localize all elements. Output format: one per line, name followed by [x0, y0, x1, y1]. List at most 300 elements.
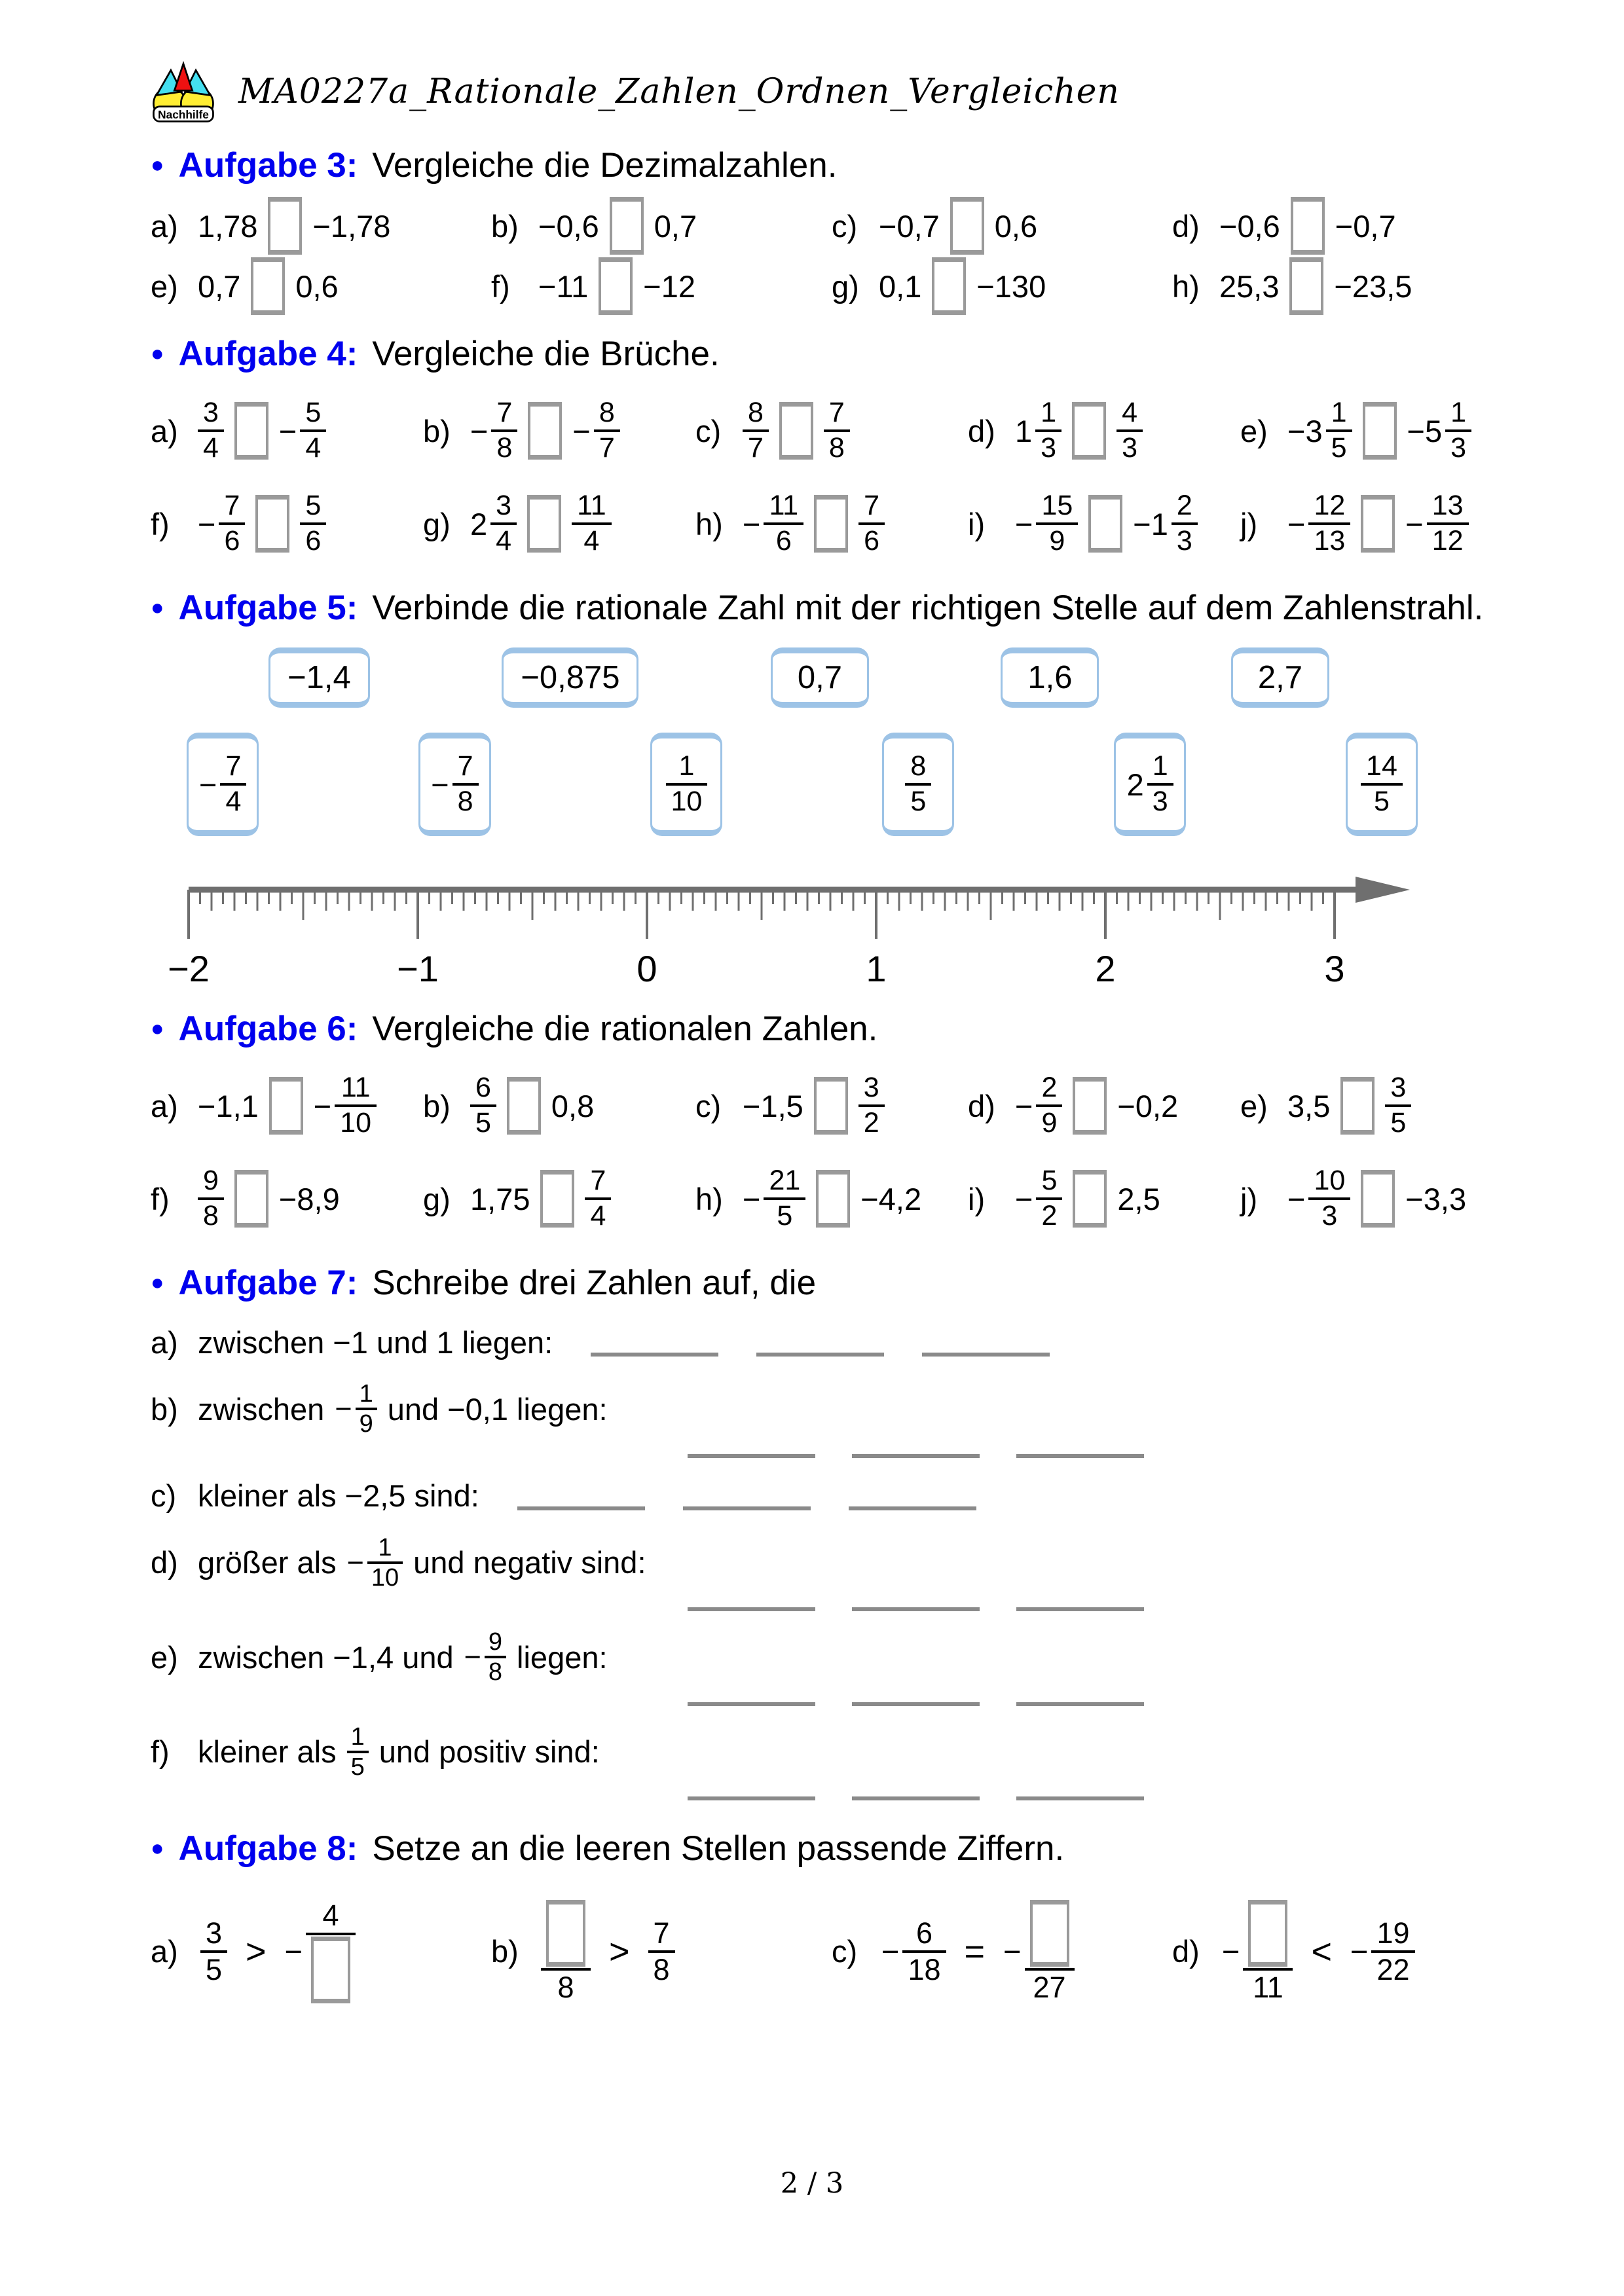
fraction-value [464, 1628, 506, 1686]
number-value: −130 [976, 268, 1046, 304]
fraction [347, 1723, 369, 1781]
answer-blank[interactable] [1016, 1701, 1144, 1706]
comparison-answer-box[interactable] [779, 402, 813, 460]
item-label: a) [151, 413, 178, 448]
item-label: c) [695, 1088, 722, 1123]
answer-blank[interactable] [1016, 1606, 1144, 1611]
item-label: h) [695, 506, 723, 541]
task-6-instruction: Vergleiche die rationalen Zahlen. [372, 1009, 878, 1048]
fraction-numerator: 3 [858, 1072, 885, 1107]
fraction-numerator: 2 [1036, 1072, 1062, 1107]
fraction-value [905, 750, 931, 818]
fraction-numerator [1243, 1899, 1293, 1971]
fraction-denominator: 8 [488, 1658, 503, 1686]
fraction-prefix: − [1222, 1934, 1240, 1969]
item-label: g) [423, 506, 451, 541]
fraction-card[interactable] [650, 733, 722, 836]
fraction [858, 490, 885, 557]
decimal-card[interactable]: −1,4 [268, 647, 370, 708]
fraction-card[interactable] [1114, 733, 1186, 836]
fraction-numerator: 11 [572, 490, 612, 525]
fraction-denominator: 10 [340, 1107, 372, 1139]
comparison-answer-box[interactable] [814, 1077, 848, 1135]
answer-blank[interactable] [688, 1701, 815, 1706]
fraction-prefix: −1 [1133, 506, 1168, 541]
fraction-value [1015, 1165, 1062, 1232]
item-label: h) [1172, 268, 1200, 304]
fraction-card[interactable] [187, 733, 259, 836]
task7-item-line [151, 1475, 1513, 1517]
answer-blank[interactable] [756, 1351, 884, 1357]
fraction-denominator: 4 [590, 1200, 606, 1231]
digit-box[interactable] [1248, 1900, 1287, 1967]
decimal-card[interactable]: −0,875 [502, 647, 638, 708]
task-3-instruction: Vergleiche die Dezimalzahlen. [372, 145, 838, 185]
fraction-denominator: 6 [775, 525, 792, 556]
item-label: i) [968, 506, 986, 541]
fraction [666, 750, 708, 818]
answer-blank[interactable] [922, 1351, 1050, 1357]
fraction-prefix: − [1003, 1934, 1022, 1969]
item-text: zwischen −1,4 und [198, 1639, 454, 1675]
fraction-value [541, 1899, 591, 2005]
comparison-answer-box[interactable] [268, 197, 302, 255]
comparison-answer-box[interactable] [507, 1077, 541, 1135]
comparison-row [151, 384, 1513, 477]
number-value: 2,5 [1117, 1181, 1160, 1216]
number-value: −23,5 [1334, 268, 1412, 304]
comparison-answer-box[interactable] [251, 257, 285, 315]
bullet-icon: ● [151, 595, 164, 620]
fraction [1427, 490, 1469, 557]
fraction [356, 1380, 377, 1438]
fraction-denominator: 5 [206, 1952, 223, 1986]
fraction-card[interactable] [882, 733, 954, 836]
fraction-denominator: 5 [910, 786, 927, 817]
fraction-card[interactable] [418, 733, 490, 836]
comparison-answer-box[interactable] [269, 1077, 303, 1135]
fraction-value [1287, 397, 1352, 464]
comparison-item-d [1172, 197, 1513, 255]
item-label: b) [491, 208, 519, 244]
fraction-value [743, 1165, 805, 1232]
fraction-denominator: 13 [1314, 525, 1346, 556]
answer-blank[interactable] [852, 1795, 980, 1800]
fraction-value [199, 750, 246, 818]
item-label: g) [832, 268, 859, 304]
item-text: kleiner als [198, 1734, 337, 1770]
task-4-section [151, 332, 1513, 570]
comparison-item-d [968, 1072, 1240, 1139]
fraction-numerator: 4 [306, 1899, 356, 1935]
comparison-item-g [423, 1165, 695, 1232]
fraction-value [1127, 750, 1173, 818]
fraction [902, 1916, 946, 1986]
document-header [151, 56, 1513, 128]
item-label: d) [968, 413, 995, 448]
fraction-numerator: 5 [1036, 1165, 1062, 1200]
fraction [905, 750, 931, 818]
task-4-heading [151, 332, 1513, 375]
fraction-numerator [541, 1899, 591, 1971]
fraction-value [1015, 490, 1078, 557]
task-7-label: Aufgabe 7: [178, 1263, 358, 1302]
fraction-denominator: 3 [1450, 432, 1467, 464]
fraction-value [1116, 397, 1143, 464]
comparison-answer-box[interactable] [1361, 1170, 1395, 1228]
fraction-value [1287, 1165, 1350, 1232]
fraction-value [585, 1165, 611, 1232]
comparison-answer-box[interactable] [1291, 197, 1325, 255]
fraction-denominator: 3 [1122, 432, 1137, 464]
fraction [1147, 750, 1173, 818]
item-label: b) [423, 413, 451, 448]
number-value: −4,2 [860, 1181, 922, 1216]
item-label: d) [1172, 208, 1200, 244]
number-value: 0,6 [994, 208, 1038, 244]
fraction-value [198, 490, 245, 557]
logo-text: Nachhilfe [158, 107, 209, 121]
fraction-denominator: 9 [359, 1410, 373, 1438]
fraction-denominator: 4 [583, 525, 600, 556]
fraction [219, 490, 245, 557]
fraction-denominator: 11 [1253, 1971, 1283, 2005]
svg-text:2: 2 [1095, 948, 1116, 988]
comparison-answer-box[interactable] [1289, 257, 1323, 315]
fraction-value [1003, 1899, 1074, 2005]
task7-item-line [151, 1380, 1513, 1438]
answer-blank[interactable] [852, 1701, 980, 1706]
fraction-prefix: − [335, 1392, 352, 1426]
digit-box[interactable] [311, 1937, 350, 2003]
answer-blank[interactable] [517, 1505, 645, 1510]
task-8-section [151, 1827, 1513, 2005]
fraction-prefix: − [743, 1181, 761, 1216]
number-value: 3,5 [1287, 1088, 1331, 1123]
fraction-value [1222, 1899, 1293, 2005]
comparison-answer-box[interactable] [1088, 495, 1122, 553]
decimal-card[interactable]: 1,6 [1001, 647, 1099, 708]
fraction-value [198, 397, 224, 464]
fraction-denominator: 12 [1431, 525, 1464, 556]
fraction-numerator: 6 [902, 1916, 946, 1953]
fraction-value [572, 397, 619, 464]
fraction-value [431, 750, 478, 818]
fraction [1361, 750, 1403, 818]
item-label: f) [151, 1181, 170, 1216]
bullet-icon: ● [151, 1836, 164, 1861]
comparison-item-c [695, 1072, 968, 1139]
fraction [470, 1072, 496, 1139]
comparison-item-f [151, 490, 423, 557]
task-5-heading [151, 586, 1513, 629]
fraction [306, 1899, 356, 2005]
item-label: f) [151, 506, 170, 541]
fraction-prefix: − [1405, 506, 1424, 541]
item-label: c) [695, 413, 722, 448]
fraction [824, 397, 850, 464]
item-label: a) [151, 1324, 178, 1360]
fraction-value [1361, 750, 1403, 818]
item-label: b) [151, 1391, 178, 1427]
fraction [198, 397, 224, 464]
fraction-prefix: − [1015, 1181, 1033, 1216]
comparison-row [151, 477, 1513, 570]
bullet-icon: ● [151, 341, 164, 366]
fraction-value [198, 1165, 224, 1232]
fraction-value [300, 490, 326, 557]
fraction-denominator: 6 [305, 525, 322, 556]
item-label: h) [695, 1181, 723, 1216]
item-label: e) [1240, 1088, 1268, 1123]
item-label: a) [151, 1934, 178, 1969]
fraction-prefix: − [1287, 506, 1306, 541]
task-3-rows [151, 196, 1513, 316]
task-3-heading [151, 143, 1513, 187]
decimal-card[interactable]: 2,7 [1231, 647, 1329, 708]
fraction-value [572, 490, 612, 557]
page-number: 2 / 3 [780, 2167, 844, 2200]
fraction-value [1405, 490, 1468, 557]
task-4-instruction: Vergleiche die Brüche. [372, 334, 720, 373]
fraction-denominator: 27 [1033, 1971, 1066, 2005]
fraction-denominator: 22 [1376, 1952, 1410, 1986]
answer-blank[interactable] [852, 1606, 980, 1611]
fraction [1036, 1165, 1062, 1232]
fraction-numerator: 7 [585, 1165, 611, 1200]
task-8-instruction: Setze an die leeren Stellen passende Ziffern. [372, 1829, 1065, 1868]
item-label: d) [151, 1545, 178, 1580]
fraction-value [285, 1899, 356, 2005]
comparison-item-a [151, 197, 491, 255]
fraction-prefix: 2 [1126, 767, 1144, 802]
comparison-answer-box[interactable] [932, 257, 966, 315]
fraction-numerator: 12 [1308, 490, 1350, 525]
fraction [572, 490, 612, 557]
item-label: d) [968, 1088, 995, 1123]
answer-blank[interactable] [849, 1505, 976, 1510]
task-3-label: Aufgabe 3: [178, 145, 358, 185]
fraction-numerator: 9 [485, 1628, 506, 1658]
fraction-denominator: 2 [1041, 1200, 1058, 1231]
item-label: e) [151, 1639, 178, 1675]
comparison-item-h [1172, 257, 1513, 315]
comparison-item-g [423, 490, 695, 557]
fraction-value [743, 490, 803, 557]
fraction [1308, 1165, 1350, 1232]
fraction-numerator: 7 [648, 1916, 675, 1953]
task-6-label: Aufgabe 6: [178, 1009, 358, 1048]
comparison-answer-box[interactable] [950, 197, 984, 255]
comparison-answer-box[interactable] [1072, 402, 1106, 460]
number-value: 1,75 [470, 1181, 530, 1216]
nachhilfe-logo-icon [151, 58, 216, 126]
number-value: −1,78 [312, 208, 391, 244]
comparison-row [151, 1059, 1513, 1152]
fraction [367, 1534, 403, 1592]
fraction-numerator: 1 [1147, 750, 1173, 786]
fraction-numerator: 7 [219, 490, 245, 525]
task8-item-a [151, 1899, 491, 2005]
item-label: c) [832, 208, 858, 244]
comparison-row [151, 196, 1513, 256]
fraction-numerator: 7 [491, 397, 517, 432]
answer-blank[interactable] [688, 1453, 815, 1458]
fraction-denominator: 8 [496, 432, 513, 464]
relation-symbol: = [964, 1931, 986, 1971]
fraction-card[interactable] [1346, 733, 1418, 836]
comparison-answer-box[interactable] [1340, 1077, 1375, 1135]
svg-text:1: 1 [866, 948, 887, 988]
fraction [1036, 1072, 1062, 1139]
fraction-denominator: 5 [777, 1200, 793, 1231]
task7-item-b [151, 1380, 1513, 1458]
task-4-label: Aufgabe 4: [178, 334, 358, 373]
fraction [490, 490, 517, 557]
fraction-denominator: 7 [748, 432, 764, 464]
fraction-numerator: 13 [1427, 490, 1469, 525]
comparison-answer-box[interactable] [528, 402, 562, 460]
comparison-answer-box[interactable] [540, 1170, 574, 1228]
svg-text:−1: −1 [397, 948, 439, 988]
fraction [491, 397, 517, 464]
comparison-answer-box[interactable] [1361, 495, 1395, 553]
fraction-numerator: 3 [198, 397, 224, 432]
task-3-section [151, 143, 1513, 316]
task7-item-line [151, 1321, 1513, 1363]
bullet-icon: ● [151, 1016, 164, 1041]
task-5-label: Aufgabe 5: [178, 588, 358, 627]
fraction-numerator: 10 [1308, 1165, 1350, 1200]
fraction-numerator: 8 [905, 750, 931, 786]
item-label: g) [423, 1181, 451, 1216]
comparison-answer-box[interactable] [234, 402, 268, 460]
comparison-answer-box[interactable] [599, 257, 633, 315]
fraction-denominator: 8 [457, 786, 473, 817]
answer-blank[interactable] [852, 1453, 980, 1458]
decimal-card[interactable]: 0,7 [771, 647, 869, 708]
answer-blank[interactable] [591, 1351, 718, 1357]
comparison-item-d [968, 397, 1240, 464]
comparison-item-h [695, 490, 968, 557]
comparison-answer-box[interactable] [1073, 1077, 1107, 1135]
fraction-value [666, 750, 708, 818]
comparison-answer-box[interactable] [234, 1170, 268, 1228]
fraction-value [824, 397, 850, 464]
comparison-answer-box[interactable] [1073, 1170, 1107, 1228]
comparison-answer-box[interactable] [527, 495, 561, 553]
comparison-answer-box[interactable] [610, 197, 644, 255]
fraction-numerator: 7 [452, 750, 479, 786]
comparison-answer-box[interactable] [255, 495, 289, 553]
fraction [764, 1165, 805, 1232]
fraction-prefix: − [346, 1545, 364, 1579]
comparison-item-f [151, 1165, 423, 1232]
fraction-denominator: 10 [371, 1563, 399, 1592]
fraction-prefix: − [431, 767, 449, 802]
fraction-value [279, 397, 326, 464]
task7-item-line [151, 1534, 1513, 1592]
number-line[interactable] [156, 875, 1433, 988]
comparison-item-j [1240, 1165, 1513, 1232]
fraction-denominator: 2 [863, 1107, 879, 1139]
fraction [1116, 397, 1143, 464]
fraction [452, 750, 479, 818]
number-value: 0,7 [198, 268, 241, 304]
fraction-denominator: 10 [671, 786, 703, 817]
fraction-numerator: 19 [1371, 1916, 1414, 1953]
fraction [594, 397, 620, 464]
fraction-denominator: 5 [1390, 1107, 1407, 1139]
item-label: j) [1240, 1181, 1258, 1216]
task-6-heading [151, 1007, 1513, 1050]
item-label: b) [423, 1088, 451, 1123]
fraction-value [335, 1380, 377, 1438]
task-7-items [151, 1321, 1513, 1800]
fraction-numerator: 11 [335, 1072, 377, 1107]
answer-blank[interactable] [683, 1505, 811, 1510]
number-value: −0,7 [879, 208, 940, 244]
item-label: i) [968, 1181, 986, 1216]
comparison-answer-box[interactable] [816, 1170, 850, 1228]
answer-blank[interactable] [1016, 1453, 1144, 1458]
comparison-answer-box[interactable] [1363, 402, 1397, 460]
fraction-denominator: 8 [828, 432, 845, 464]
fraction-value [470, 490, 517, 557]
fraction-prefix: − [313, 1088, 332, 1123]
answer-blank[interactable] [1016, 1795, 1144, 1800]
task-6-section [151, 1007, 1513, 1245]
fraction [585, 1165, 611, 1232]
fraction-numerator: 3 [1385, 1072, 1411, 1107]
fraction-denominator: 7 [599, 432, 615, 464]
digit-box[interactable] [1030, 1900, 1069, 1967]
fraction [1326, 397, 1352, 464]
comparison-item-f [491, 257, 832, 315]
fraction-denominator: 8 [653, 1952, 670, 1986]
fraction-value [881, 1916, 946, 1986]
fraction [648, 1916, 675, 1986]
number-value: −11 [538, 268, 589, 304]
fraction-prefix: − [198, 506, 216, 541]
digit-box[interactable] [546, 1900, 585, 1967]
fraction-numerator: 4 [1116, 397, 1143, 432]
fraction-numerator: 3 [200, 1916, 227, 1953]
comparison-item-b [423, 1072, 695, 1139]
comparison-item-e [1240, 1072, 1513, 1139]
comparison-answer-box[interactable] [814, 495, 848, 553]
number-value: −1,5 [743, 1088, 803, 1123]
number-value: −0,6 [1219, 208, 1280, 244]
answer-blank[interactable] [688, 1795, 815, 1800]
task-7-instruction: Schreibe drei Zahlen auf, die [372, 1263, 817, 1302]
number-value: −1,1 [198, 1088, 259, 1123]
fraction-denominator: 3 [1152, 786, 1168, 817]
fraction [1036, 490, 1078, 557]
fraction [335, 1072, 377, 1139]
answer-blank[interactable] [688, 1606, 815, 1611]
task8-item-d [1172, 1899, 1513, 2005]
fraction-denominator: 3 [1176, 525, 1192, 556]
fraction-numerator: 9 [198, 1165, 224, 1200]
comparison-item-h [695, 1165, 968, 1232]
number-value: 0,6 [295, 268, 339, 304]
item-label: e) [151, 268, 178, 304]
fraction [300, 397, 326, 464]
bullet-icon: ● [151, 1270, 164, 1295]
task-4-rows [151, 384, 1513, 570]
fraction-denominator: 3 [1041, 432, 1057, 464]
